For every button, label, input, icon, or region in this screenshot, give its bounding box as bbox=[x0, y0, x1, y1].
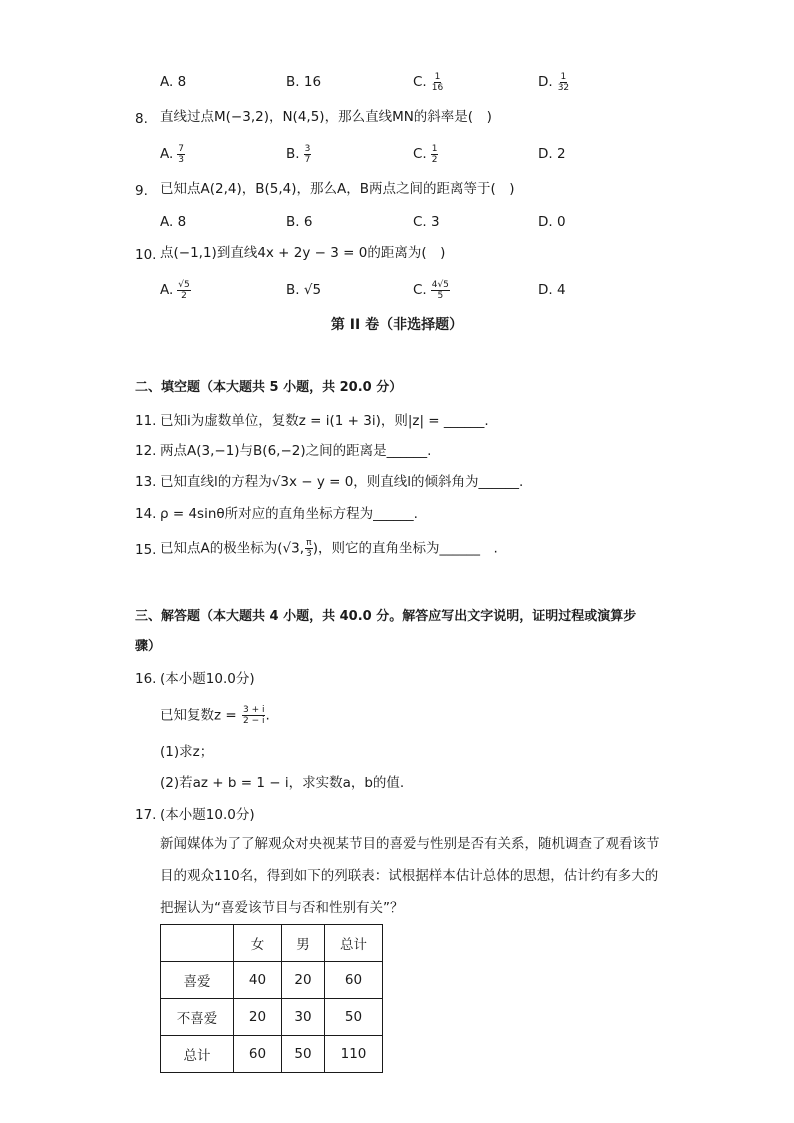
contingency-table bbox=[160, 924, 383, 1073]
q16-part1: (1)求z； bbox=[160, 744, 214, 760]
q10-options bbox=[160, 279, 680, 303]
table-row bbox=[161, 962, 383, 999]
q10-option-a: A. $\frac{√5}{2}$ bbox=[160, 279, 190, 301]
fraction: $\frac{7}{3}$ bbox=[178, 143, 185, 165]
q16-stem: 已知复数z = $\frac{3 + i}{2 - i}$ . bbox=[160, 705, 270, 726]
q9-option-c: C. 3 bbox=[413, 214, 440, 230]
table-cell: 女 bbox=[234, 925, 282, 962]
q9-number: 9. bbox=[135, 183, 148, 199]
q9-option-a: A. 8 bbox=[160, 214, 187, 230]
q7-option-a: A. 8 bbox=[160, 74, 187, 90]
q10-number: 10. bbox=[135, 247, 157, 263]
q16-part2: (2)若az + b = 1 − i，求实数a，b的值. bbox=[160, 775, 405, 791]
q8-option-d: D. 2 bbox=[538, 146, 566, 162]
q13-number: 13. bbox=[135, 474, 157, 490]
q15-number: 15. bbox=[135, 542, 157, 558]
table-cell: 50 bbox=[325, 999, 383, 1036]
fraction: $\frac{√5}{2}$ bbox=[178, 279, 190, 301]
q8-text: 直线过点M(−3,2)，N(4,5)，那么直线MN的斜率是( ) bbox=[160, 109, 492, 125]
q12-number: 12. bbox=[135, 443, 157, 459]
q11-number: 11. bbox=[135, 413, 157, 429]
part2-title: 第 II 卷（非选择题） bbox=[330, 317, 464, 333]
q9-text: 已知点A(2,4)，B(5,4)，那么A，B两点之间的距离等于( ) bbox=[160, 181, 515, 197]
q7-options bbox=[160, 71, 680, 95]
table-cell: 30 bbox=[282, 999, 325, 1036]
q7-option-b: B. 16 bbox=[286, 74, 322, 90]
table-cell: 60 bbox=[234, 1036, 282, 1073]
table-cell: 60 bbox=[325, 962, 383, 999]
table-cell: 20 bbox=[282, 962, 325, 999]
table-cell bbox=[161, 925, 234, 962]
fraction: $\frac{4√5}{5}$ bbox=[431, 279, 449, 301]
q10-option-c: C. $\frac{4√5}{5}$ bbox=[413, 279, 449, 301]
q8-option-b: B. $\frac{3}{7}$ bbox=[286, 143, 311, 165]
q8-option-a: A. $\frac{7}{3}$ bbox=[160, 143, 185, 165]
q9-option-d: D. 0 bbox=[538, 214, 566, 230]
q10-option-d: D. 4 bbox=[538, 282, 566, 298]
fraction: $\frac{1}{2}$ bbox=[431, 143, 438, 165]
q8-number: 8. bbox=[135, 111, 148, 127]
q8-option-c: C. $\frac{1}{2}$ bbox=[413, 143, 438, 165]
q7-option-d: D. $\frac{1}{32}$ bbox=[538, 71, 570, 93]
table-cell: 110 bbox=[325, 1036, 383, 1073]
q8-options bbox=[160, 143, 680, 167]
table-row bbox=[161, 999, 383, 1036]
table-cell: 总计 bbox=[161, 1036, 234, 1073]
q10-text: 点(−1,1)到直线4x + 2y − 3 = 0的距离为( ) bbox=[160, 245, 446, 261]
table-cell: 男 bbox=[282, 925, 325, 962]
fraction: $\frac{3}{7}$ bbox=[304, 143, 311, 165]
q16-score: (本小题10.0分) bbox=[160, 671, 255, 687]
section3-heading-line1: 三、解答题（本大题共 4 小题，共 40.0 分。解答应写出文字说明，证明过程或演算步 bbox=[135, 609, 637, 624]
q17-stem: 新闻媒体为了了解观众对央视某节目的喜爱与性别是否有关系，随机调查了观看该节目的观众110名，得到如下的列联表：试根据样本估计总体的思想，估计约有多大的把握认为“喜爱该节目与否和性别有关”？ bbox=[160, 836, 660, 916]
q17-score: (本小题10.0分) bbox=[160, 807, 255, 823]
table-cell: 喜爱 bbox=[161, 962, 234, 999]
q14-number: 14. bbox=[135, 506, 157, 522]
section3-heading-line2: 骤） bbox=[135, 639, 162, 654]
q12-text: 两点A(3,−1)与B(6,−2)之间的距离是______. bbox=[160, 443, 432, 459]
q10-option-b: B. √5 bbox=[286, 282, 322, 298]
table-cell: 20 bbox=[234, 999, 282, 1036]
q9-options bbox=[160, 211, 680, 235]
fraction: $\frac{1}{32}$ bbox=[557, 71, 570, 93]
table-row bbox=[161, 1036, 383, 1073]
table-cell: 40 bbox=[234, 962, 282, 999]
fraction: $\frac{\pi}{3}$ bbox=[305, 538, 312, 559]
q17-number: 17. bbox=[135, 807, 157, 823]
table-cell: 不喜爱 bbox=[161, 999, 234, 1036]
q15-text: 已知点A的极坐标为(√3, $\frac{\pi}{3}$ )，则它的直角坐标为______ . bbox=[160, 538, 498, 559]
q16-number: 16. bbox=[135, 671, 157, 687]
table-cell: 50 bbox=[282, 1036, 325, 1073]
fraction: $\frac{1}{16}$ bbox=[431, 71, 444, 93]
table-cell: 总计 bbox=[325, 925, 383, 962]
section2-heading: 二、填空题（本大题共 5 小题，共 20.0 分） bbox=[135, 380, 403, 395]
table-header-row bbox=[161, 925, 383, 962]
q11-text: 已知i为虚数单位，复数z = i(1 + 3i)，则|z| = ______. bbox=[160, 413, 489, 429]
q9-option-b: B. 6 bbox=[286, 214, 313, 230]
fraction: $\frac{3 + i}{2 - i}$ bbox=[242, 705, 265, 726]
q7-option-c: C. $\frac{1}{16}$ bbox=[413, 71, 444, 93]
q13-text: 已知直线l的方程为√3x − y = 0，则直线l的倾斜角为______. bbox=[160, 474, 524, 490]
q14-text: ρ = 4sinθ所对应的直角坐标方程为______. bbox=[160, 506, 418, 522]
